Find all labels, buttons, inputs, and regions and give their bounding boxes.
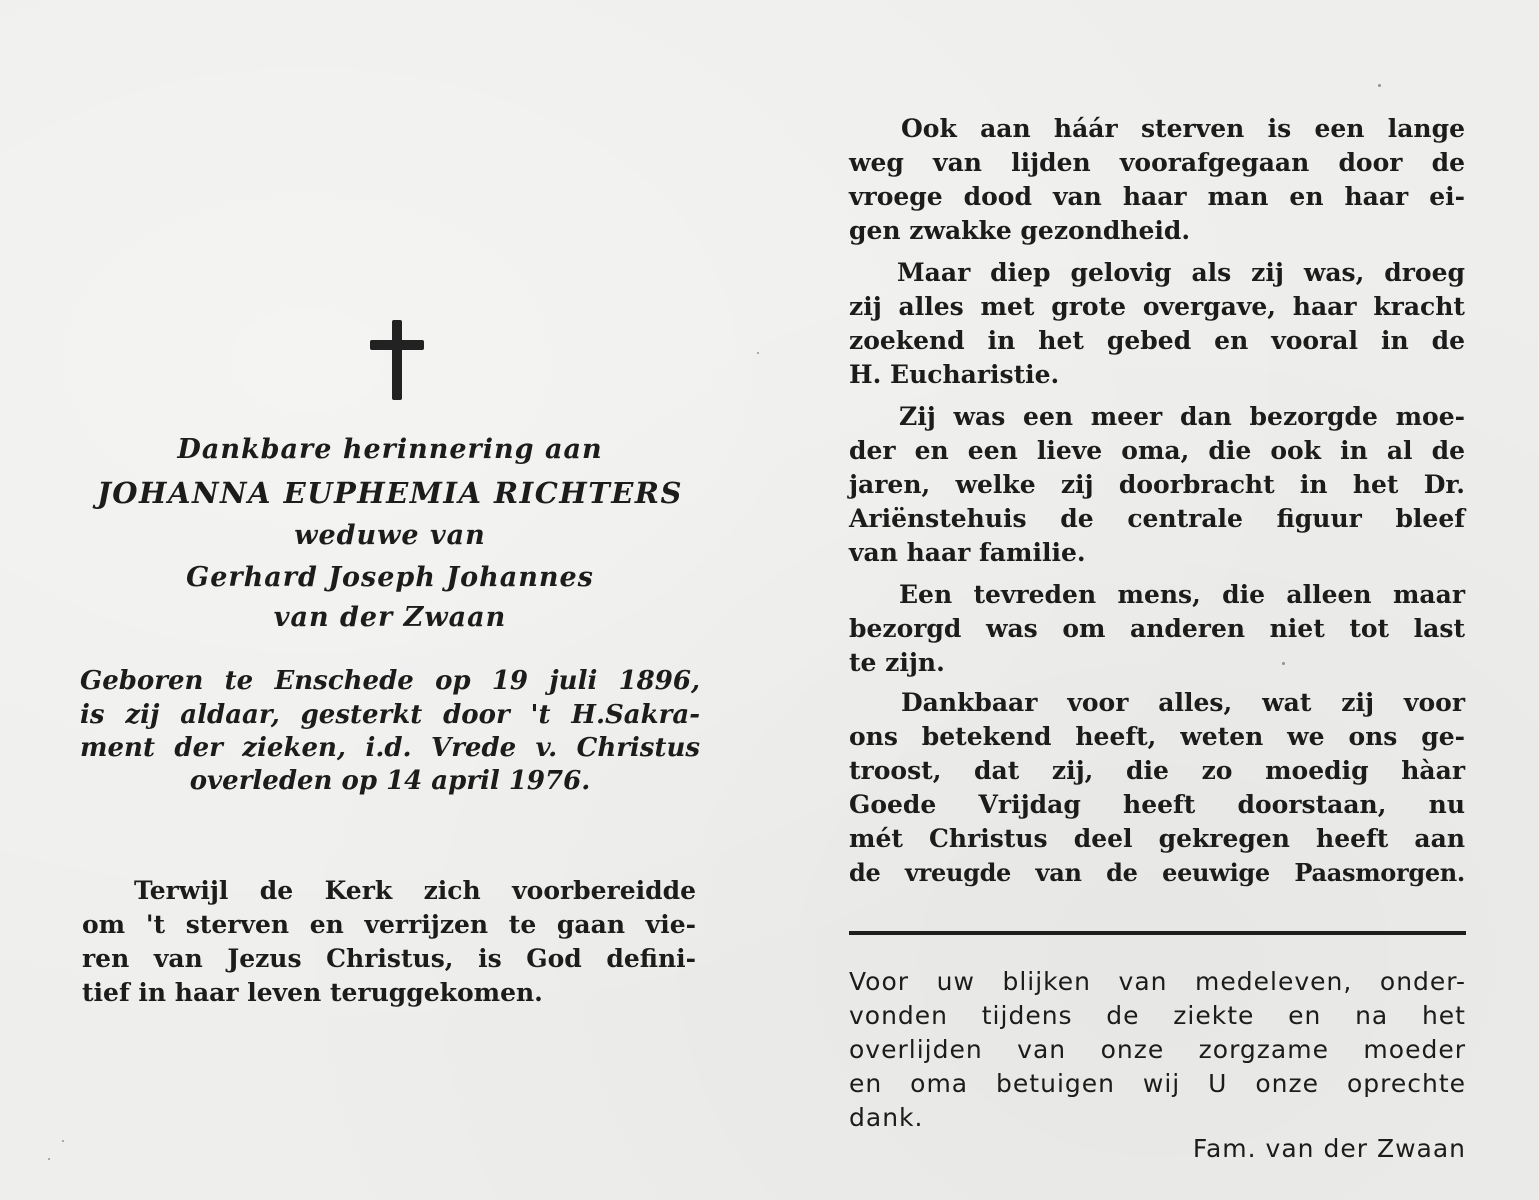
family-signature: Fam. van der Zwaan (1192, 1134, 1466, 1163)
thanks-line: en oma betuigen wij U onze oprechte (849, 1069, 1466, 1098)
right-paragraph-line: ons betekend heeft, weten we ons ge- (849, 722, 1465, 751)
right-paragraph-line: gen zwakke gezondheid. (849, 216, 1191, 245)
right-paragraph-line: jaren, welke zij doorbracht in het Dr. (849, 470, 1465, 499)
thanks-line: dank. (849, 1103, 924, 1132)
husband-name-line-2: van der Zwaan (273, 602, 507, 633)
left-paragraph-line: ren van Jezus Christus, is God defini- (82, 944, 696, 973)
divider-line (849, 931, 1466, 935)
print-speck (757, 352, 759, 354)
right-paragraph-line: Maar diep gelovig als zij was, droeg (897, 258, 1465, 287)
thanks-line: overlijden van onze zorgzame moeder (849, 1035, 1466, 1064)
husband-name-line-1: Gerhard Joseph Johannes (186, 562, 594, 593)
print-speck (1378, 84, 1381, 87)
left-paragraph-line: Terwijl de Kerk zich voorbereidde (134, 876, 696, 905)
left-paragraph-line: tief in haar leven teruggekomen. (82, 978, 543, 1007)
right-paragraph-line: de vreugde van de eeuwige Paasmorgen. (849, 858, 1465, 887)
right-paragraph-line: H. Eucharistie. (849, 360, 1060, 389)
bio-line: is zij aldaar, gesterkt door 't H.Sakra- (80, 700, 700, 730)
right-paragraph-line: Goede Vrijdag heeft doorstaan, nu (849, 790, 1465, 819)
right-paragraph-line: bezorgd was om anderen niet tot last (849, 614, 1465, 643)
cross-icon (370, 320, 424, 400)
widow-of-line: weduwe van (294, 520, 486, 551)
thanks-line: Voor uw blijken van medeleven, onder- (849, 967, 1466, 996)
right-paragraph-line: van haar familie. (849, 538, 1086, 567)
right-paragraph-line: Ook aan háár sterven is een lange (901, 114, 1465, 143)
right-paragraph-line: weg van lijden voorafgegaan door de (849, 148, 1465, 177)
print-speck (1282, 662, 1285, 665)
right-paragraph-line: zoekend in het gebed en vooral in de (849, 326, 1465, 355)
right-paragraph-line: zij alles met grote overgave, haar kracht (849, 292, 1465, 321)
print-speck (48, 1158, 50, 1160)
right-paragraph-line: mét Christus deel gekregen heeft aan (849, 824, 1465, 853)
right-paragraph-line: der en een lieve oma, die ook in al de (849, 436, 1465, 465)
bio-line: overleden op 14 april 1976. (189, 766, 591, 796)
left-paragraph-line: om 't sterven en verrijzen te gaan vie- (82, 910, 696, 939)
right-paragraph-line: Zij was een meer dan bezorgde moe- (899, 402, 1465, 431)
thanks-line: vonden tijdens de ziekte en na het (849, 1001, 1466, 1030)
bio-line: ment der zieken, i.d. Vrede v. Christus (80, 733, 700, 763)
right-paragraph-line: Ariënstehuis de centrale figuur bleef (849, 504, 1465, 533)
right-paragraph-line: te zijn. (849, 648, 945, 677)
deceased-name: JOHANNA EUPHEMIA RICHTERS (97, 476, 683, 510)
intro-line: Dankbare herinnering aan (177, 434, 603, 465)
bio-line: Geboren te Enschede op 19 juli 1896, (80, 666, 700, 696)
right-paragraph-line: vroege dood van haar man en haar ei- (849, 182, 1465, 211)
right-paragraph-line: Dankbaar voor alles, wat zij voor (901, 688, 1465, 717)
right-paragraph-line: Een tevreden mens, die alleen maar (899, 580, 1465, 609)
print-speck (62, 1140, 64, 1142)
right-paragraph-line: troost, dat zij, die zo moedig hàar (849, 756, 1465, 785)
